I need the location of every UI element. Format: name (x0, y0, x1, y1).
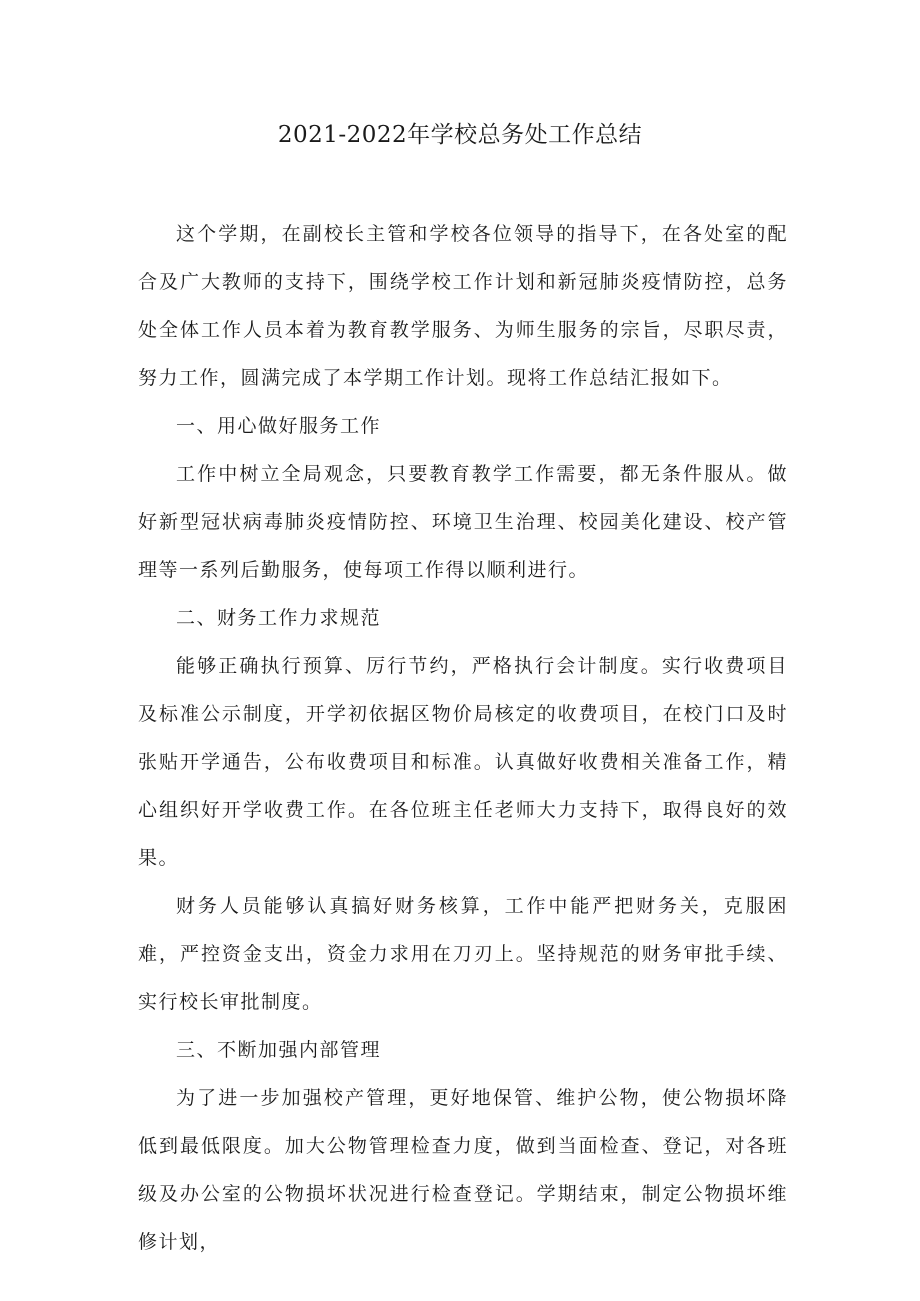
section-2-paragraph-2: 财务人员能够认真搞好财务核算，工作中能严把财务关，克服困难，严控资金支出，资金力求用在刀刃上。坚持规范的财务审批手续、实行校长审批制度。 (138, 895, 788, 1013)
document-title: 2021-2022年学校总务处工作总结 (277, 122, 643, 148)
section-heading-2: 二、财务工作力求规范 (176, 607, 382, 629)
section-3-paragraph-1: 为了进一步加强校产管理，更好地保管、维护公物，使公物损坏降低到最低限度。加大公物管理检查力度，做到当面检查、登记，对各班级及办公室的公物损坏状况进行检查登记。学期结束，制定公物损坏维修计划， (138, 1087, 788, 1253)
document-body (138, 210, 788, 1266)
section-2-paragraph-1: 能够正确执行预算、厉行节约，严格执行会计制度。实行收费项目及标准公示制度，开学初依据区物价局核定的收费项目，在校门口及时张贴开学通告，公布收费项目和标准。认真做好收费相关准备工作，精心组织好开学收费工作。在各位班主任老师大力支持下，取得良好的效果。 (138, 655, 788, 869)
section-heading-3: 三、不断加强内部管理 (176, 1039, 382, 1061)
section-heading-1: 一、用心做好服务工作 (176, 415, 382, 437)
section-1-paragraph-1: 工作中树立全局观念，只要教育教学工作需要，都无条件服从。做好新型冠状病毒肺炎疫情防控、环境卫生治理、校园美化建设、校产管理等一系列后勤服务，使每项工作得以顺利进行。 (138, 463, 788, 581)
intro-paragraph: 这个学期，在副校长主管和学校各位领导的指导下，在各处室的配合及广大教师的支持下，围绕学校工作计划和新冠肺炎疫情防控，总务处全体工作人员本着为教育教学服务、为师生服务的宗旨，尽职尽责，努力工作，圆满完成了本学期工作计划。现将工作总结汇报如下。 (138, 223, 788, 389)
